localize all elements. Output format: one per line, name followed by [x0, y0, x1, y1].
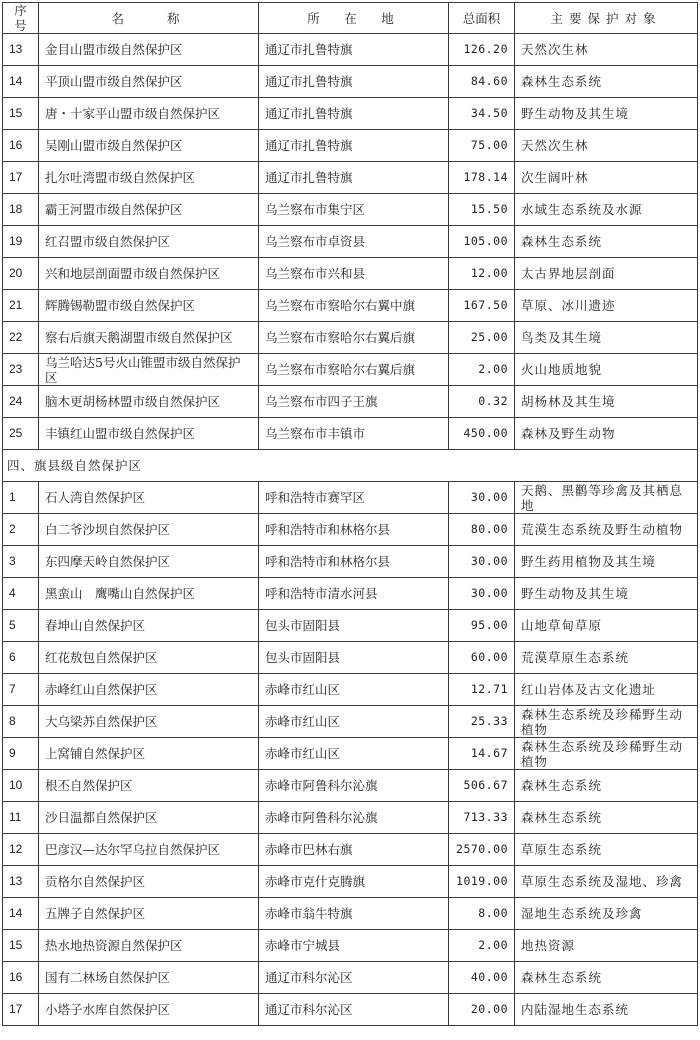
- area-cell: 14.67: [449, 738, 515, 770]
- seq-cell: 24: [3, 386, 39, 418]
- seq-cell: 2: [3, 514, 39, 546]
- location-cell: 赤峰市阿鲁科尔沁旗: [259, 770, 449, 802]
- table-row: [3, 834, 698, 866]
- table-row: [3, 930, 698, 962]
- area-cell: 75.00: [449, 130, 515, 162]
- table-row: [3, 322, 698, 354]
- object-cell: 野生动物及其生境: [515, 98, 698, 130]
- location-cell: 乌兰察布市察哈尔右翼后旗: [259, 322, 449, 354]
- area-cell: 126.20: [449, 34, 515, 66]
- name-cell: 热水地热资源自然保护区: [39, 930, 259, 962]
- location-cell: 通辽市扎鲁特旗: [259, 162, 449, 194]
- area-cell: 1019.00: [449, 866, 515, 898]
- location-cell: 赤峰市红山区: [259, 706, 449, 738]
- area-cell: 25.33: [449, 706, 515, 738]
- name-cell: 赤峰红山自然保护区: [39, 674, 259, 706]
- location-cell: 呼和浩特市和林格尔县: [259, 546, 449, 578]
- seq-cell: 17: [3, 162, 39, 194]
- table-row: [3, 162, 698, 194]
- area-cell: 713.33: [449, 802, 515, 834]
- area-cell: 80.00: [449, 514, 515, 546]
- table-row: [3, 546, 698, 578]
- area-cell: 30.00: [449, 482, 515, 514]
- seq-cell: 14: [3, 898, 39, 930]
- name-cell: 国有二林场自然保护区: [39, 962, 259, 994]
- name-cell: 沙日温都自然保护区: [39, 802, 259, 834]
- object-cell: 森林生态系统: [515, 802, 698, 834]
- location-cell: 包头市固阳县: [259, 642, 449, 674]
- table-row: [3, 66, 698, 98]
- name-cell: 平顶山盟市级自然保护区: [39, 66, 259, 98]
- object-cell: 森林生态系统及珍稀野生动植物: [515, 738, 698, 770]
- area-cell: 60.00: [449, 642, 515, 674]
- table-row: [3, 642, 698, 674]
- table-row: [3, 514, 698, 546]
- seq-cell: 20: [3, 258, 39, 290]
- area-cell: 95.00: [449, 610, 515, 642]
- header-row: [3, 3, 698, 34]
- table-row: [3, 290, 698, 322]
- table-row: [3, 866, 698, 898]
- table-row: [3, 98, 698, 130]
- seq-cell: 12: [3, 834, 39, 866]
- area-cell: 0.32: [449, 386, 515, 418]
- table-row: [3, 898, 698, 930]
- location-cell: 赤峰市红山区: [259, 674, 449, 706]
- object-cell: 野生动物及其生境: [515, 578, 698, 610]
- object-cell: 野生药用植物及其生境: [515, 546, 698, 578]
- seq-cell: 7: [3, 674, 39, 706]
- location-cell: 乌兰察布市兴和县: [259, 258, 449, 290]
- location-cell: 乌兰察布市察哈尔右翼后旗: [259, 354, 449, 386]
- object-cell: 森林生态系统: [515, 226, 698, 258]
- table-row: [3, 418, 698, 450]
- location-cell: 通辽市科尔沁区: [259, 962, 449, 994]
- area-cell: 105.00: [449, 226, 515, 258]
- header-area: 总面积: [449, 3, 515, 34]
- table-row: [3, 994, 698, 1026]
- object-cell: 森林及野生动物: [515, 418, 698, 450]
- table-row: [3, 194, 698, 226]
- location-cell: 乌兰察布市丰镇市: [259, 418, 449, 450]
- area-cell: 450.00: [449, 418, 515, 450]
- name-cell: 东四摩天岭自然保护区: [39, 546, 259, 578]
- area-cell: 15.50: [449, 194, 515, 226]
- seq-cell: 13: [3, 866, 39, 898]
- seq-cell: 8: [3, 706, 39, 738]
- seq-cell: 13: [3, 34, 39, 66]
- nature-reserve-table: [2, 2, 698, 1026]
- location-cell: 呼和浩特市清水河县: [259, 578, 449, 610]
- location-cell: 通辽市扎鲁特旗: [259, 98, 449, 130]
- name-cell: 红花敖包自然保护区: [39, 642, 259, 674]
- object-cell: 鸟类及其生境: [515, 322, 698, 354]
- object-cell: 火山地质地貌: [515, 354, 698, 386]
- location-cell: 呼和浩特市和林格尔县: [259, 514, 449, 546]
- seq-cell: 22: [3, 322, 39, 354]
- table-row: [3, 706, 698, 738]
- name-cell: 乌兰哈达5号火山锥盟市级自然保护区: [39, 354, 259, 386]
- name-cell: 霸王河盟市级自然保护区: [39, 194, 259, 226]
- name-cell: 五牌子自然保护区: [39, 898, 259, 930]
- name-cell: 脑木更胡杨林盟市级自然保护区: [39, 386, 259, 418]
- location-cell: 通辽市扎鲁特旗: [259, 66, 449, 98]
- table-row: [3, 962, 698, 994]
- section-title: 四、旗县级自然保护区: [3, 450, 698, 482]
- location-cell: 赤峰市宁城县: [259, 930, 449, 962]
- table-row: [3, 674, 698, 706]
- area-cell: 84.60: [449, 66, 515, 98]
- object-cell: 胡杨林及其生境: [515, 386, 698, 418]
- location-cell: 包头市固阳县: [259, 610, 449, 642]
- location-cell: 呼和浩特市赛罕区: [259, 482, 449, 514]
- object-cell: 次生阔叶林: [515, 162, 698, 194]
- section-row: [3, 450, 698, 482]
- name-cell: 察右后旗天鹅湖盟市级自然保护区: [39, 322, 259, 354]
- object-cell: 天然次生林: [515, 34, 698, 66]
- object-cell: 水域生态系统及水源: [515, 194, 698, 226]
- seq-cell: 17: [3, 994, 39, 1026]
- object-cell: 天鹅、黑鹳等珍禽及其栖息地: [515, 482, 698, 514]
- seq-cell: 25: [3, 418, 39, 450]
- table-row: [3, 130, 698, 162]
- object-cell: 森林生态系统: [515, 770, 698, 802]
- table-row: [3, 770, 698, 802]
- area-cell: 12.00: [449, 258, 515, 290]
- location-cell: 赤峰市克什克腾旗: [259, 866, 449, 898]
- area-cell: 178.14: [449, 162, 515, 194]
- location-cell: 乌兰察布市四子王旗: [259, 386, 449, 418]
- name-cell: 贡格尔自然保护区: [39, 866, 259, 898]
- table-row: [3, 482, 698, 514]
- seq-cell: 5: [3, 610, 39, 642]
- object-cell: 地热资源: [515, 930, 698, 962]
- area-cell: 12.71: [449, 674, 515, 706]
- object-cell: 森林生态系统: [515, 66, 698, 98]
- name-cell: 兴和地层剖面盟市级自然保护区: [39, 258, 259, 290]
- location-cell: 乌兰察布市察哈尔右翼中旗: [259, 290, 449, 322]
- location-cell: 通辽市扎鲁特旗: [259, 130, 449, 162]
- object-cell: 草原、冰川遗迹: [515, 290, 698, 322]
- name-cell: 白二爷沙坝自然保护区: [39, 514, 259, 546]
- header-seq: 序号: [3, 3, 39, 34]
- name-cell: 小塔子水库自然保护区: [39, 994, 259, 1026]
- header-name: 名 称: [39, 3, 259, 34]
- object-cell: 红山岩体及古文化遗址: [515, 674, 698, 706]
- seq-cell: 16: [3, 130, 39, 162]
- area-cell: 2.00: [449, 354, 515, 386]
- seq-cell: 23: [3, 354, 39, 386]
- object-cell: 天然次生林: [515, 130, 698, 162]
- seq-cell: 3: [3, 546, 39, 578]
- table-row: [3, 386, 698, 418]
- area-cell: 2.00: [449, 930, 515, 962]
- area-cell: 506.67: [449, 770, 515, 802]
- seq-cell: 10: [3, 770, 39, 802]
- name-cell: 唐・十家平山盟市级自然保护区: [39, 98, 259, 130]
- name-cell: 大乌梁苏自然保护区: [39, 706, 259, 738]
- area-cell: 167.50: [449, 290, 515, 322]
- object-cell: 内陆湿地生态系统: [515, 994, 698, 1026]
- location-cell: 通辽市科尔沁区: [259, 994, 449, 1026]
- seq-cell: 6: [3, 642, 39, 674]
- header-location: 所 在 地: [259, 3, 449, 34]
- location-cell: 赤峰市阿鲁科尔沁旗: [259, 802, 449, 834]
- seq-cell: 18: [3, 194, 39, 226]
- seq-cell: 9: [3, 738, 39, 770]
- name-cell: 根丕自然保护区: [39, 770, 259, 802]
- location-cell: 赤峰市巴林右旗: [259, 834, 449, 866]
- name-cell: 丰镇红山盟市级自然保护区: [39, 418, 259, 450]
- table-row: [3, 802, 698, 834]
- name-cell: 吴刚山盟市级自然保护区: [39, 130, 259, 162]
- area-cell: 40.00: [449, 962, 515, 994]
- area-cell: 2570.00: [449, 834, 515, 866]
- league-level-group: [3, 34, 698, 450]
- area-cell: 30.00: [449, 578, 515, 610]
- seq-cell: 19: [3, 226, 39, 258]
- table-row: [3, 610, 698, 642]
- area-cell: 30.00: [449, 546, 515, 578]
- table-row: [3, 738, 698, 770]
- table-row: [3, 34, 698, 66]
- seq-cell: 4: [3, 578, 39, 610]
- table-row: [3, 578, 698, 610]
- name-cell: 扎尔吐湾盟市级自然保护区: [39, 162, 259, 194]
- name-cell: 金目山盟市级自然保护区: [39, 34, 259, 66]
- object-cell: 荒漠生态系统及野生动植物: [515, 514, 698, 546]
- seq-cell: 11: [3, 802, 39, 834]
- object-cell: 草原生态系统及湿地、珍禽: [515, 866, 698, 898]
- seq-cell: 1: [3, 482, 39, 514]
- name-cell: 红召盟市级自然保护区: [39, 226, 259, 258]
- object-cell: 草原生态系统: [515, 834, 698, 866]
- location-cell: 乌兰察布市集宁区: [259, 194, 449, 226]
- name-cell: 石人湾自然保护区: [39, 482, 259, 514]
- area-cell: 25.00: [449, 322, 515, 354]
- name-cell: 春坤山自然保护区: [39, 610, 259, 642]
- location-cell: 通辽市扎鲁特旗: [259, 34, 449, 66]
- seq-cell: 15: [3, 930, 39, 962]
- object-cell: 森林生态系统及珍稀野生动植物: [515, 706, 698, 738]
- name-cell: 巴彦汉—达尔罕乌拉自然保护区: [39, 834, 259, 866]
- table-row: [3, 258, 698, 290]
- object-cell: 湿地生态系统及珍禽: [515, 898, 698, 930]
- location-cell: 赤峰市红山区: [259, 738, 449, 770]
- location-cell: 赤峰市翁牛特旗: [259, 898, 449, 930]
- header-object: 主要保护对象: [515, 3, 698, 34]
- object-cell: 森林生态系统: [515, 962, 698, 994]
- name-cell: 黑蛮山 鹰嘴山自然保护区: [39, 578, 259, 610]
- name-cell: 辉腾锡勒盟市级自然保护区: [39, 290, 259, 322]
- table-row: [3, 354, 698, 386]
- object-cell: 山地草甸草原: [515, 610, 698, 642]
- name-cell: 上窝铺自然保护区: [39, 738, 259, 770]
- area-cell: 34.50: [449, 98, 515, 130]
- seq-cell: 21: [3, 290, 39, 322]
- object-cell: 太古界地层剖面: [515, 258, 698, 290]
- location-cell: 乌兰察布市卓资县: [259, 226, 449, 258]
- seq-cell: 14: [3, 66, 39, 98]
- county-level-group: [3, 482, 698, 1026]
- seq-cell: 15: [3, 98, 39, 130]
- area-cell: 8.00: [449, 898, 515, 930]
- seq-cell: 16: [3, 962, 39, 994]
- area-cell: 20.00: [449, 994, 515, 1026]
- table-row: [3, 226, 698, 258]
- object-cell: 荒漠草原生态系统: [515, 642, 698, 674]
